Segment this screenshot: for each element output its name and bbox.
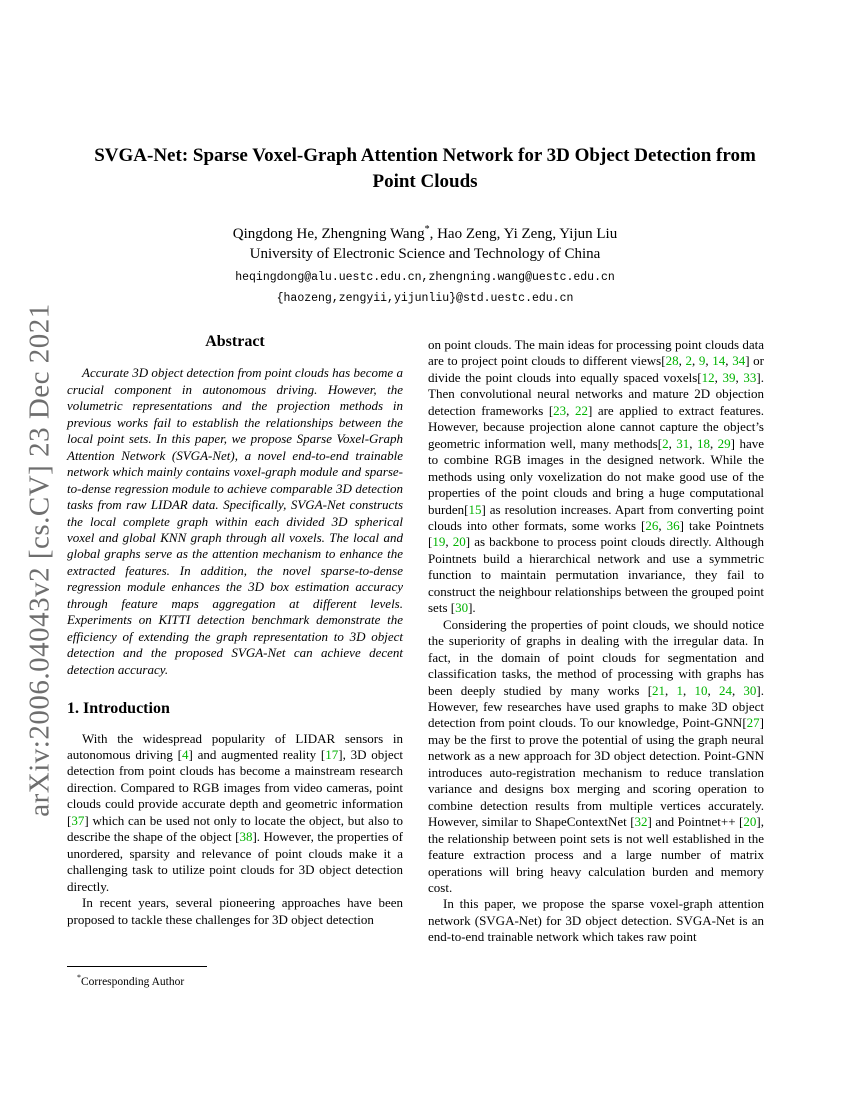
authors-line (0, 224, 850, 243)
citation-link[interactable]: 24 (718, 682, 732, 698)
intro-paragraph-2: In recent years, several pioneering approaches have been proposed to tackle these challenges for 3D object detection (67, 895, 403, 927)
email-line-1: heqingdong@alu.uestc.edu.cn,zhengning.wang@uestc.edu.cn (235, 271, 615, 284)
email-line-2: {haozeng,zengyii,yijunliu}@std.uestc.edu.cn (276, 292, 574, 305)
citation-link[interactable]: 39 (722, 369, 736, 385)
citation-link[interactable]: 30 (743, 682, 757, 698)
arxiv-watermark: arXiv:2006.04043v2 [cs.CV] 23 Dec 2021 (23, 303, 56, 817)
paper-title: SVGA-Net: Sparse Voxel-Graph Attention Network for 3D Object Detection from Point Clouds (94, 145, 756, 192)
citation-link[interactable]: 19 (432, 534, 446, 550)
abstract-heading: Abstract (205, 333, 265, 350)
footnote-asterisk: * (77, 973, 81, 982)
citation-link[interactable]: 1 (676, 682, 684, 698)
footnote (67, 966, 403, 989)
citation-link[interactable]: 32 (634, 814, 648, 830)
citation-link[interactable]: 18 (696, 435, 710, 451)
author-emails (0, 267, 850, 309)
footnote-text (67, 971, 403, 989)
intro-paragraph-1: With the widespread popularity of LIDAR sensors in autonomous driving [4] and augmented reality [17], 3D object detection from point clouds has become a mainstream research direction. Compared to RGB images from video cameras, point clouds could provide accurate depth and geometric information [37] which can be used not only to locate the object, but also to describe the shape of the object [38]. However, the properties of unordered, sparsity and relevance of point clouds make it a challenging task to utilize point clouds for 3D object detection directly. (67, 730, 404, 894)
right-column (428, 337, 764, 946)
citation-link[interactable]: 20 (452, 534, 466, 550)
affiliation: University of Electronic Science and Technology of China (249, 246, 601, 262)
authors-pre: Qingdong He, Zhengning Wang (232, 226, 425, 242)
citation-link[interactable]: 29 (717, 435, 731, 451)
citation-link[interactable]: 9 (698, 353, 706, 369)
citation-link[interactable]: 33 (743, 369, 757, 385)
section-heading-introduction: 1. Introduction (67, 700, 170, 718)
right-paragraph-1: on point clouds. The main ideas for processing point clouds data are to project point clouds to different views[28, 2, 9, 14, 34] or divide the point clouds into equally spaced voxels[12, 39, 33]. Then convolutional neural networks and mature 2D objection detection frameworks [23, 22] are applied to extract features. However, because projection alone cannot capture the object’s geometric information well, many methods[2, 31, 18, 29] have to combine RGB images in the designed network. While the methods using only voxelization do not make good use of the properties of the point clouds and bring a huge computational burden[15] as resolution increases. Apart from converting point clouds into other formats, some works [26, 36] take Pointnets [19, 20] as backbone to process point clouds directly. Although Pointnets build a hierarchical network and use a symmetric function to maintain permutation invariance, they fail to construct the neighbour relationships between the grouped point sets [30]. (428, 337, 765, 616)
citation-link[interactable]: 36 (666, 517, 680, 533)
citation-link[interactable]: 22 (574, 402, 588, 418)
right-paragraph-2: Considering the properties of point clouds, we should notice the superiority of graphs in dealing with the irregular data. In fact, in the domain of point clouds for segmentation and classification tasks, the method of processing with graphs has been deeply studied by many works [21, 1, 10, 24, 30]. However, few researches have used graphs to make 3D object detection from point clouds. To our knowledge, Point-GNN[27] may be the first to prove the potential of using the graph neural network as a new approach for 3D object detection. Point-GNN introduces auto-registration mechanism to reduce translation variance and designs box merging and scoring operation to combine detection results from multiple vertices accurately. However, similar to ShapeContextNet [32] and Pointnet++ [20], the relationship between point sets is not well established in the feature extraction process and a large number of matrix operations will bring heavy calculation burden and memory cost. (428, 616, 765, 895)
citation-link[interactable]: 27 (746, 715, 760, 731)
citation-link[interactable]: 10 (694, 682, 708, 698)
citation-link[interactable]: 15 (468, 501, 482, 517)
citation-link[interactable]: 31 (676, 435, 690, 451)
citation-link[interactable]: 17 (325, 746, 339, 762)
citation-link[interactable]: 12 (701, 369, 715, 385)
citation-link[interactable]: 28 (665, 353, 679, 369)
abstract-text: Accurate 3D object detection from point clouds has become a crucial component in autonomous driving. However, the volumetric representations and the projection methods in previous works fail to establish the relationships between the local point sets. In this paper, we propose Sparse Voxel-Graph Attention Network (SVGA-Net), a novel end-to-end trainable network which mainly contains voxel-graph module and sparse-to-dense regression module to achieve comparable 3D detection tasks from raw LIDAR data. Specifically, SVGA-Net constructs the local complete graph within each divided 3D spherical voxel and global KNN graph through all voxels. The local and global graphs serve as the attention mechanism to enhance the extracted features. In addition, the novel sparse-to-dense regression module enhances the 3D box estimation accuracy through feature maps aggregation at different levels. Experiments on KITTI detection benchmark demonstrate the efficiency of extending the graph representation to 3D object detection and the proposed SVGA-Net can achieve decent detection accuracy. (67, 365, 403, 677)
right-paragraph-3: In this paper, we propose the sparse voxel-graph attention network (SVGA-Net) for 3D object detection. SVGA-Net is an end-to-end trainable network which takes raw point (428, 896, 764, 945)
citation-link[interactable]: 2 (685, 353, 692, 369)
footnote-rule (67, 966, 207, 967)
citation-link[interactable]: 20 (743, 814, 757, 830)
citation-link[interactable]: 38 (239, 829, 253, 845)
citation-link[interactable]: 14 (712, 353, 726, 369)
corresponding-author-mark: * (424, 224, 430, 235)
citation-link[interactable]: 23 (553, 402, 567, 418)
citation-link[interactable]: 21 (652, 682, 666, 698)
citation-link[interactable]: 37 (71, 812, 85, 828)
footnote-label: Corresponding Author (81, 975, 185, 988)
authors-post: , Hao Zeng, Yi Zeng, Yijun Liu (429, 226, 618, 242)
citation-link[interactable]: 26 (645, 517, 659, 533)
citation-link[interactable]: 4 (181, 746, 189, 762)
left-column (67, 334, 403, 928)
citation-link[interactable]: 2 (662, 435, 669, 451)
citation-link[interactable]: 34 (732, 353, 746, 369)
citation-link[interactable]: 30 (455, 600, 469, 616)
